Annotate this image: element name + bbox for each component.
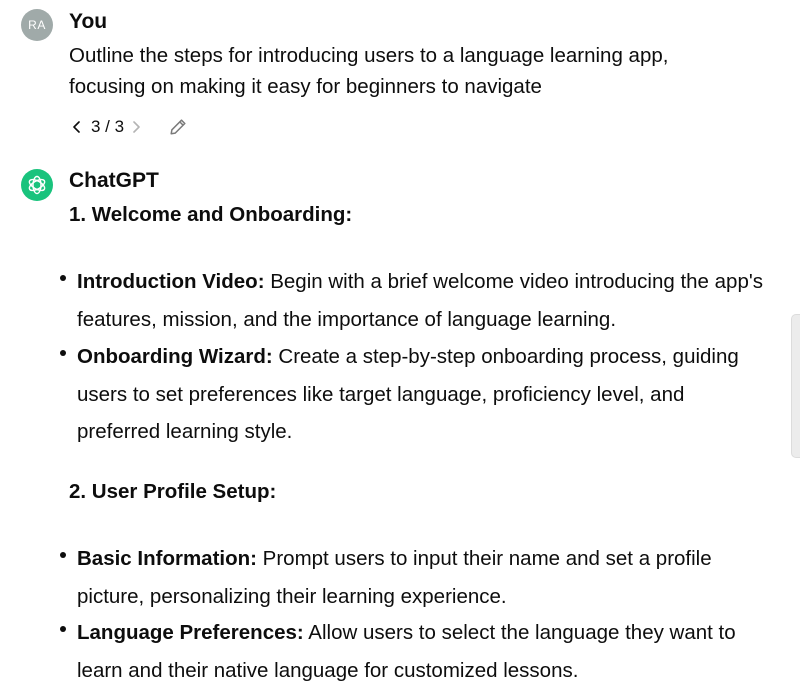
bullet-text: Begin with a brief welcome video introducing the app's features, mission, and the importance of language learning. [77,270,764,331]
openai-logo-icon [21,169,53,201]
bullet-label: Language Preferences: [77,621,304,644]
response-pager: 3 / 3 [91,117,125,136]
scrollbar-thumb[interactable] [791,314,800,458]
bullet-text: Create a step-by-step onboarding process, guiding users to set preferences like target language, proficiency level, and preferred learning style. [77,345,739,443]
user-message-toolbar [69,113,190,141]
bullet-label: Introduction Video: [77,270,265,293]
list-item [77,263,767,338]
pencil-icon[interactable] [166,115,190,139]
bullet-label: Onboarding Wizard: [77,345,273,368]
bullet-text: Prompt users to input their name and set a profile picture, personalizing their learning experience. [77,547,712,608]
section-heading: 1. Welcome and Onboarding: [69,203,353,226]
list-item [77,614,767,689]
assistant-author-name: ChatGPT [69,169,159,192]
user-avatar [21,9,53,41]
section-heading: 2. User Profile Setup: [69,480,277,503]
list-item [77,540,767,615]
user-author-name: You [69,10,108,33]
chevron-right-icon[interactable] [128,115,144,139]
user-message-text: Outline the steps for introducing users to a language learning app, focusing on making it easy for beginners to navigate [69,44,669,98]
list-item [77,338,767,451]
chevron-left-icon[interactable] [69,115,85,139]
user-avatar-initials: RA [28,18,46,32]
bullet-text: Allow users to select the language they want to learn and their native language for customized lessons. [77,621,736,682]
bullet-label: Basic Information: [77,547,257,570]
